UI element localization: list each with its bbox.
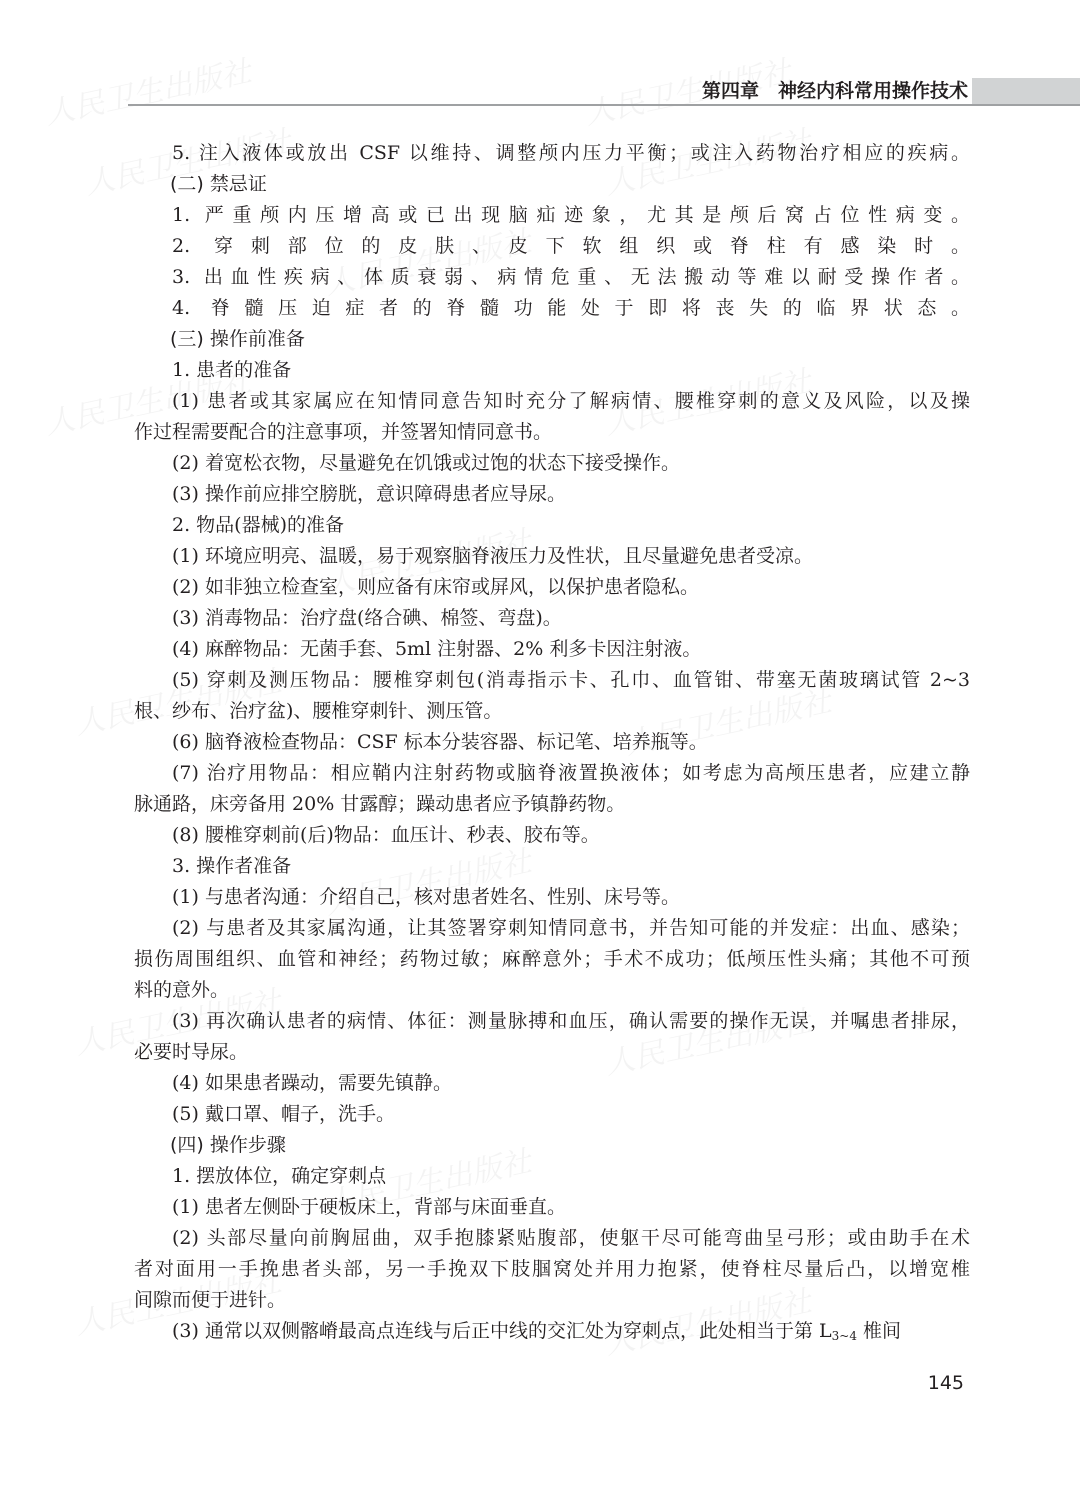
paragraph-line: 根、纱布、治疗盆)、腰椎穿刺针、测压管。 <box>134 700 503 722</box>
paragraph-line: (3) 再次确认患者的病情、体征：测量脉搏和血压，确认需要的操作无误，并嘱患者排尿， <box>172 1010 970 1032</box>
paragraph-line: 料的意外。 <box>134 979 230 1001</box>
paragraph-line: (2) 着宽松衣物，尽量避免在饥饿或过饱的状态下接受操作。 <box>172 452 680 474</box>
paragraph-line: (1) 环境应明亮、温暖，易于观察脑脊液压力及性状，且尽量避免患者受凉。 <box>172 545 813 567</box>
subsection-heading: 1. 摆放体位，确定穿刺点 <box>172 1165 387 1187</box>
paragraph-line: (4) 如果患者躁动，需要先镇静。 <box>172 1072 452 1094</box>
paragraph-line-final <box>134 1316 970 1347</box>
list-item: 4. 脊髓压迫症者的脊髓功能处于即将丧失的临界状态。 <box>172 297 970 319</box>
paragraph-line: (4) 麻醉物品：无菌手套、5ml 注射器、2% 利多卡因注射液。 <box>172 638 702 660</box>
paragraph-line: (8) 腰椎穿刺前(后)物品：血压计、秒表、胶布等。 <box>172 824 600 846</box>
paragraph-line: (3) 操作前应排空膀胱，意识障碍患者应导尿。 <box>172 483 566 505</box>
final-line-text: (3) 通常以双侧髂嵴最高点连线与后正中线的交汇处为穿刺点，此处相当于第 L <box>172 1320 832 1342</box>
paragraph-line: 作过程需要配合的注意事项，并签署知情同意书。 <box>134 421 553 443</box>
paragraph-line: (1) 患者左侧卧于硬板床上，背部与床面垂直。 <box>172 1196 566 1218</box>
paragraph-line: (2) 与患者及其家属沟通，让其签署穿刺知情同意书，并告知可能的并发症：出血、感染； <box>172 917 970 939</box>
subsection-heading: 2. 物品(器械)的准备 <box>172 514 344 536</box>
header-gray-bar <box>972 78 1080 104</box>
header-rule <box>128 104 1080 106</box>
section-heading: (四) 操作步骤 <box>170 1134 286 1156</box>
list-item: 1. 严重颅内压增高或已出现脑疝迹象，尤其是颅后窝占位性病变。 <box>172 204 970 226</box>
paragraph-line: (5) 穿刺及测压物品：腰椎穿刺包(消毒指示卡、孔巾、血管钳、带塞无菌玻璃试管 2~3 <box>172 669 970 691</box>
paragraph-line: 间隙而便于进针。 <box>134 1289 287 1311</box>
paragraph-line: 必要时导尿。 <box>134 1041 249 1063</box>
paragraph-line: (7) 治疗用物品：相应鞘内注射药物或脑脊液置换液体；如考虑为高颅压患者，应建立静 <box>172 762 970 784</box>
section-heading: (二) 禁忌证 <box>170 173 267 195</box>
paragraph-line: 者对面用一手挽患者头部，另一手挽双下肢腘窝处并用力抱紧，使脊柱尽量后凸，以增宽椎 <box>134 1258 970 1280</box>
paragraph-line: (5) 戴口罩、帽子，洗手。 <box>172 1103 395 1125</box>
list-item: 2. 穿刺部位的皮肤、皮下软组织或脊柱有感染时。 <box>172 235 970 257</box>
paragraph-line: (1) 与患者沟通：介绍自己，核对患者姓名、性别、床号等。 <box>172 886 680 908</box>
paragraph-line: (2) 如非独立检查室，则应备有床帘或屏风，以保护患者隐私。 <box>172 576 699 598</box>
page-number: 145 <box>927 1372 964 1394</box>
page-body <box>134 138 970 1347</box>
paragraph-line: (6) 脑脊液检查物品：CSF 标本分装容器、标记笔、培养瓶等。 <box>172 731 708 753</box>
paragraph-line: 脉通路，床旁备用 20% 甘露醇；躁动患者应予镇静药物。 <box>134 793 626 815</box>
paragraph-line: 损伤周围组织、血管和神经；药物过敏；麻醉意外；手术不成功；低颅压性头痛；其他不可预 <box>134 948 970 970</box>
running-header <box>0 78 1080 104</box>
paragraph-line: (1) 患者或其家属应在知情同意告知时充分了解病情、腰椎穿刺的意义及风险，以及操 <box>172 390 970 412</box>
subsection-heading: 3. 操作者准备 <box>172 855 292 877</box>
chapter-title: 第四章 神经内科常用操作技术 <box>701 80 968 102</box>
paragraph-line: (3) 消毒物品：治疗盘(络合碘、棉签、弯盘)。 <box>172 607 562 629</box>
list-item: 5. 注入液体或放出 CSF 以维持、调整颅内压力平衡；或注入药物治疗相应的疾病。 <box>172 142 970 164</box>
vertebra-subscript: 3~4 <box>831 1329 857 1343</box>
section-heading: (三) 操作前准备 <box>170 328 305 350</box>
list-item: 3. 出血性疾病、体质衰弱、病情危重、无法搬动等难以耐受操作者。 <box>172 266 970 288</box>
subsection-heading: 1. 患者的准备 <box>172 359 292 381</box>
final-line-tail: 椎间 <box>856 1320 901 1342</box>
paragraph-line: (2) 头部尽量向前胸屈曲，双手抱膝紧贴腹部，使躯干尽可能弯曲呈弓形；或由助手在术 <box>172 1227 970 1249</box>
